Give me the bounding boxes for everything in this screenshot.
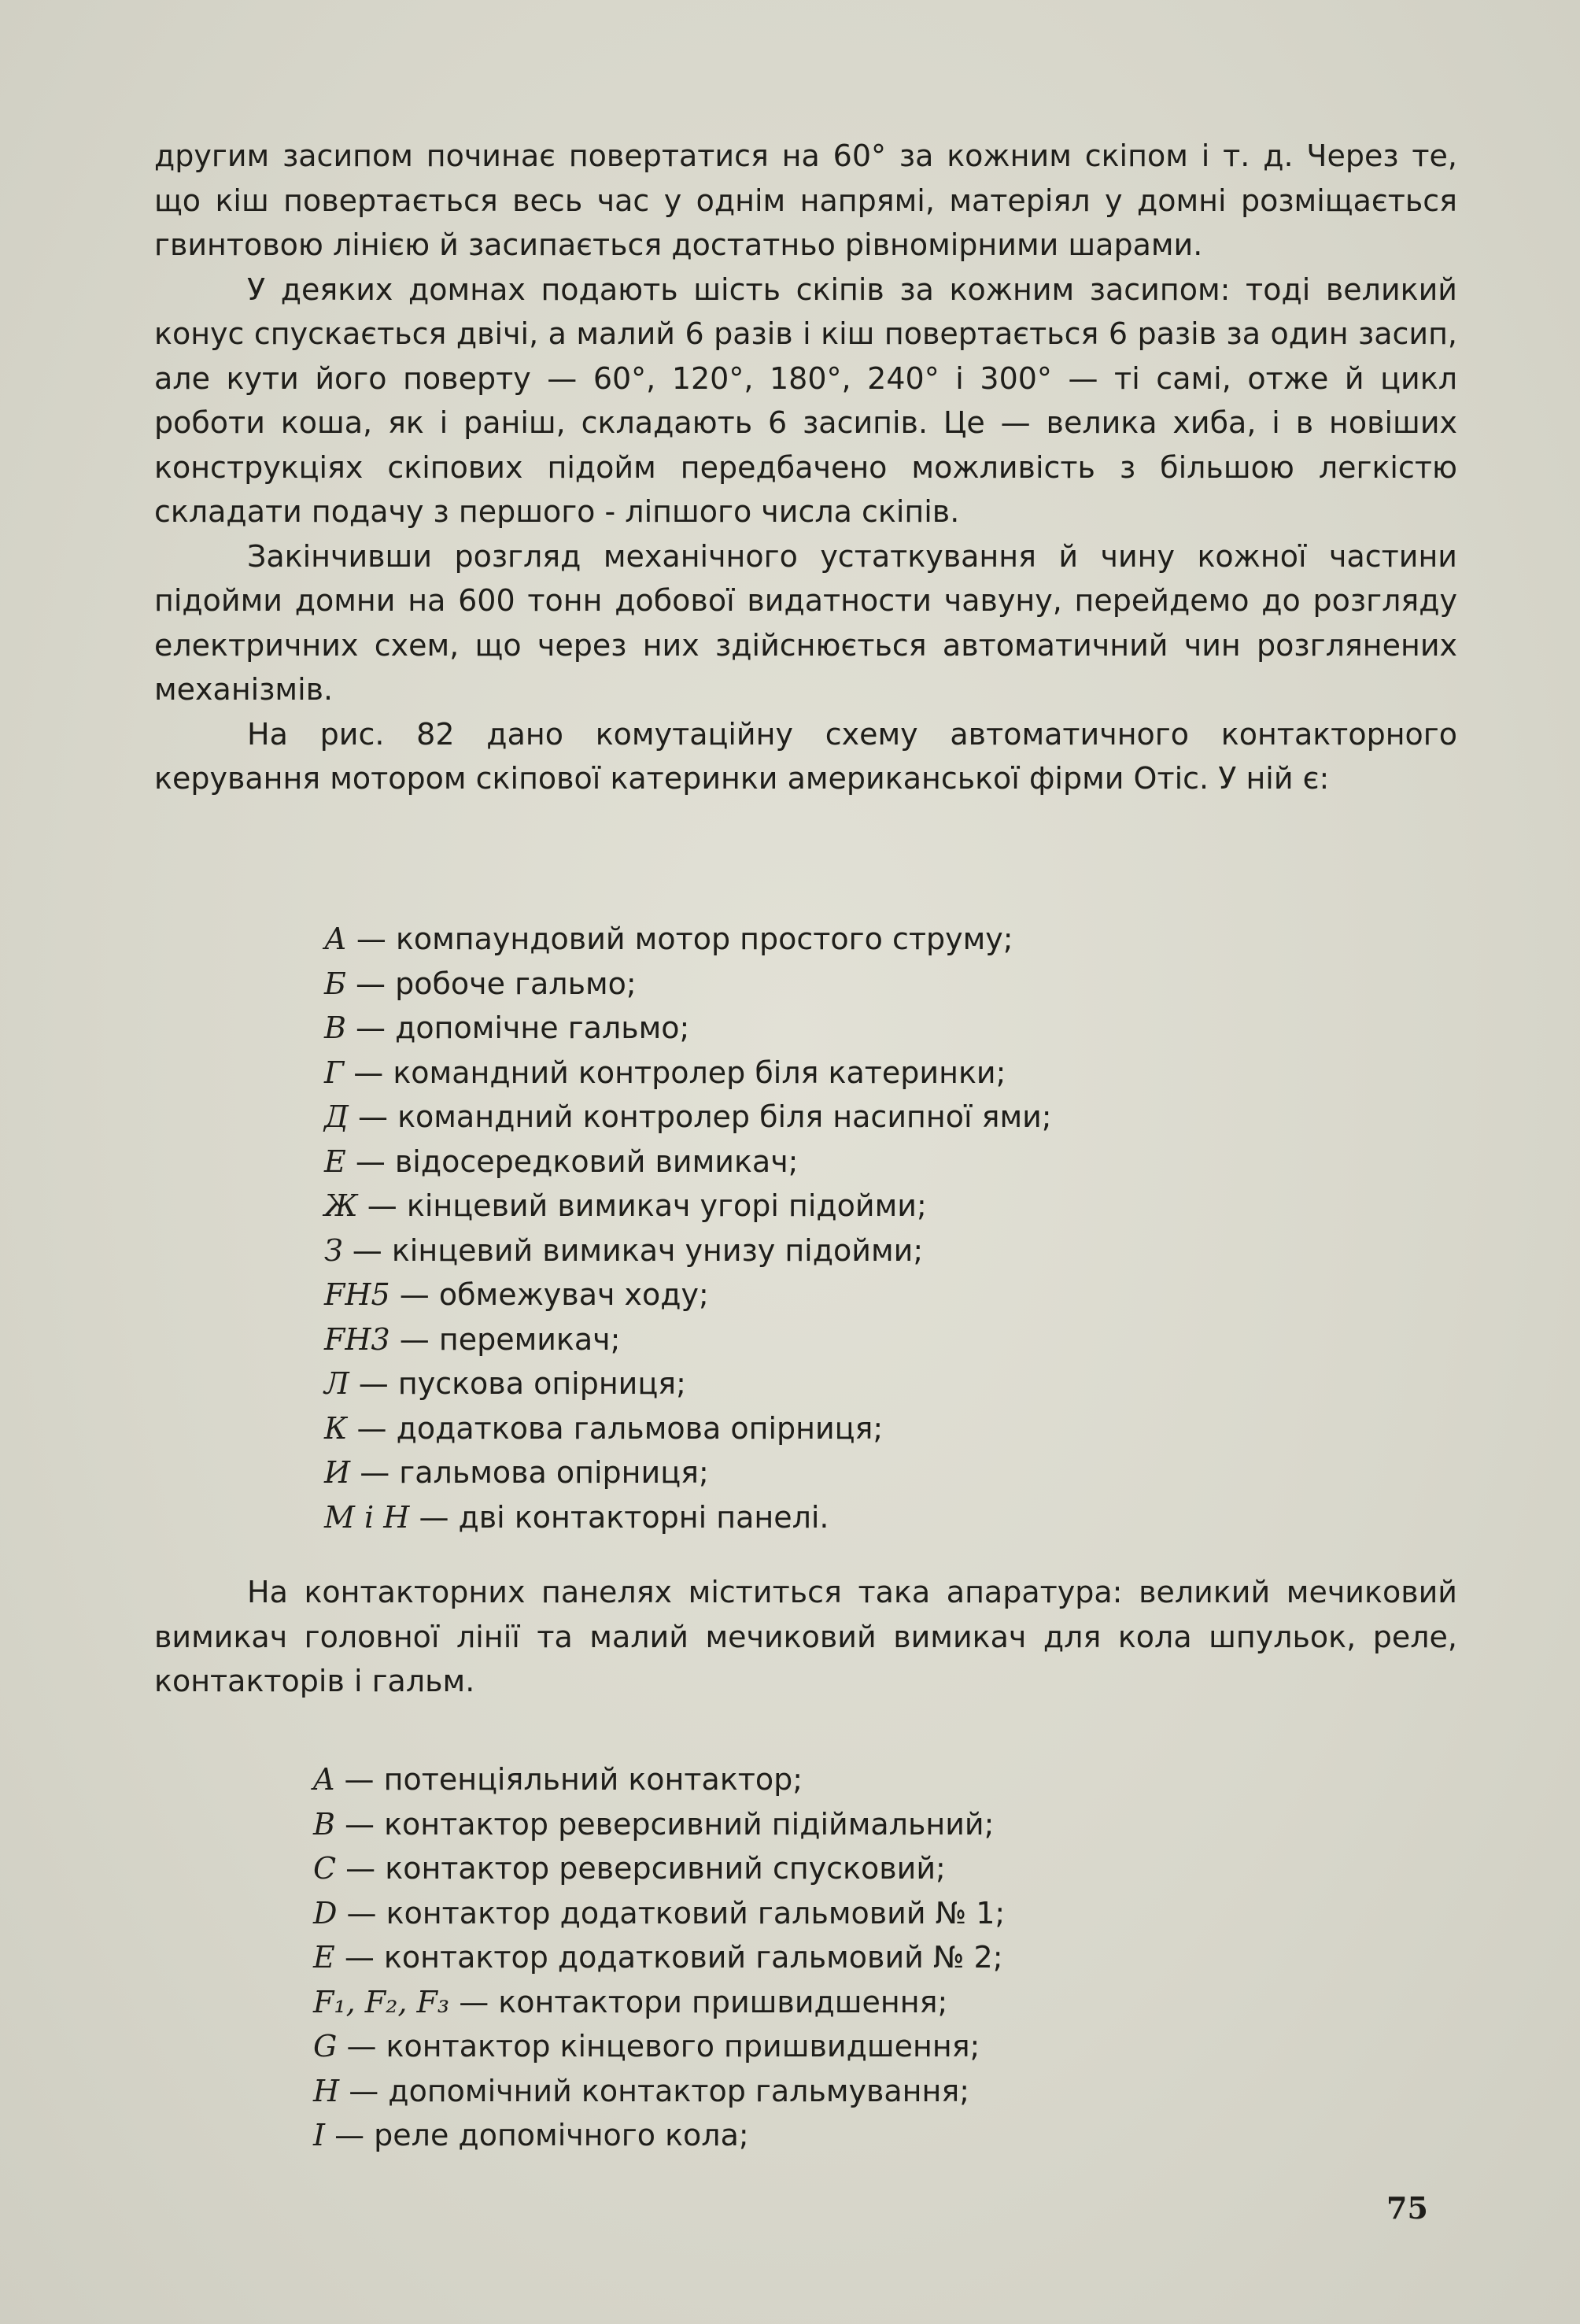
list-item [324,1273,1052,1317]
list-symbol: З [324,1232,343,1268]
list-symbol: М і Н [324,1499,410,1535]
list-item [313,1757,1005,1802]
list-text: — контактор додатковий гальмовий № 2; [334,1940,1003,1975]
list-text: — допомічний контактор гальмування; [339,2073,970,2108]
list-symbol: I [313,2118,326,2152]
list-text: — командний контролер біля насипної ями; [348,1099,1052,1134]
list-item [313,1980,1005,2025]
list-symbol: Г [324,1055,345,1090]
list-text: — кінцевий вимикач унизу підойми; [342,1232,924,1268]
list-symbol: F₁, F₂, F₃ [313,1984,450,2019]
list-text: — командний контролер біля катеринки; [344,1055,1006,1090]
list-item [324,1495,1052,1540]
list-item [313,2069,1005,2114]
list-item [313,1935,1005,1980]
list-item [313,2024,1005,2069]
list-item [324,1229,1052,1273]
list-symbol: G [313,2029,338,2064]
list-text: — відосередковий вимикач; [345,1144,799,1179]
list-symbol: C [313,1851,337,1886]
list-text: — компаундовий мотор простого струму; [346,922,1013,956]
list-text: — потенціяльний контактор; [334,1762,803,1797]
paragraph: другим засипом починає повертатися на 60° за кожним скіпом і т. д. Через те, що кіш повертається весь час у однім напрямі, матеріял у домні розміщається гвинтовою лінією й засипається достатньо рівномірними шарами. [154,139,1457,262]
list-item [324,1450,1052,1495]
list-text: — контактор кінцевого пришвидшення; [337,2029,980,2064]
list-item [313,1846,1005,1891]
body-text-middle [154,1570,1457,1704]
paragraph: На рис. 82 дано комутаційну схему автоматичного контакторного керування мотором скіпової катеринки американської фірми Отіс. У ній є: [154,716,1457,796]
list-symbol: FH3 [324,1321,390,1357]
list-text: — контактор реверсивний підіймальний; [334,1806,995,1842]
list-symbol: A [313,1762,335,1797]
list-text: — обмежувач ходу; [389,1277,709,1312]
list-symbol: А [324,922,347,956]
list-text: — гальмова опірниця; [350,1455,709,1490]
list-text: — реле допомічного кола; [325,2118,749,2152]
list-item [324,1095,1052,1140]
list-text: — контактор додатковий гальмовий № 1; [337,1895,1006,1931]
list-item [324,1006,1052,1051]
list-symbol: Ж [324,1188,358,1223]
list-text: — перемикач; [389,1321,621,1357]
body-text-top [154,134,1457,801]
list-text: — пускова опірниця; [349,1366,686,1401]
page-number: 75 [1386,2190,1428,2226]
list-item [324,1140,1052,1184]
paragraph: Закінчивши розгляд механічного устаткування й чину кожної частини підойми домни на 600 тонн добової видатности чавуну, перейдемо до розгляду електричних схем, що через них здійснюється автоматичний чин розглянених механізмів. [154,538,1457,707]
list-symbol: H [313,2073,340,2108]
list-symbol: Л [324,1366,349,1401]
list-text: — контактори пришвидшення; [449,1984,948,2019]
list-symbol: Б [324,966,346,1001]
list-symbol: Е [324,1144,346,1179]
list-symbol: B [313,1806,335,1842]
list-item [313,1891,1005,1936]
list-item [313,2113,1005,2158]
list-text: — робоче гальмо; [345,966,637,1001]
list-symbol: И [324,1455,351,1490]
paragraph: У деяких домнах подають шість скіпів за кожним засипом: тоді великий конус спускається двічі, а малий 6 разів і кіш повертається 6 разів за один засип, але кути його поверту — 60°, 120°, 180°, 240° і 300° — ті самі, отже й цикл роботи коша, як і раніш, складають 6 засипів. Це — велика хиба, і в новіших конструкціях скіпових підойм передбачено можливість з більшою легкістю складати подачу з першого - ліпшого числа скіпів. [154,272,1457,529]
list-symbol: К [324,1410,348,1446]
list-item [324,1051,1052,1095]
list-item [324,962,1052,1007]
list-text: — контактор реверсивний спусковий; [336,1851,946,1886]
list-text: — допомічне гальмо; [345,1011,690,1045]
list-text: — дві контакторні панелі. [409,1499,829,1535]
list-text: — кінцевий вимикач угорі підойми; [357,1188,927,1223]
list-item [324,1362,1052,1406]
list-symbol: В [324,1011,346,1045]
list-item [324,1184,1052,1229]
list-symbol: D [313,1895,338,1931]
list-symbol: FH5 [324,1277,390,1312]
list-item [324,917,1052,962]
list-item [313,1802,1005,1847]
list-symbol: E [313,1940,335,1975]
apparatus-list [313,1757,1005,2158]
list-item [324,1317,1052,1362]
list-item [324,1406,1052,1451]
paragraph: На контакторних панелях міститься така апаратура: великий мечиковий вимикач головної лінії та малий мечиковий вимикач для кола шпульок, реле, контакторів і гальм. [154,1575,1457,1698]
list-text: — додаткова гальмова опірниця; [347,1410,884,1446]
list-symbol: Д [324,1099,349,1134]
equipment-list [324,917,1052,1539]
